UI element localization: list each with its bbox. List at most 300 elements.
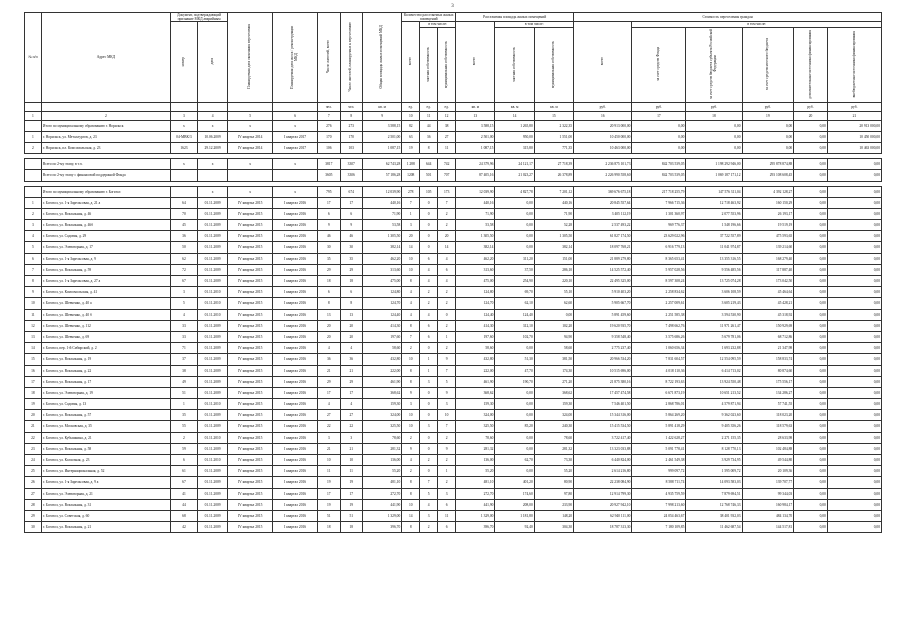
column-number-cell: 3 <box>170 111 197 120</box>
table-cell: IV квартал 2015 <box>228 309 273 320</box>
table-cell: 0,00 <box>827 510 881 521</box>
table-cell: 103 <box>340 142 362 153</box>
table-cell: 1 305,50 <box>362 231 401 242</box>
table-cell: 4 018 110,36 <box>632 365 686 376</box>
table-cell: 01.11.2009 <box>197 276 227 287</box>
table-cell: 78,60 <box>362 432 401 443</box>
table-cell: 7 <box>420 477 438 488</box>
table-cell: 3 606 108,59 <box>686 287 742 298</box>
unit-cell <box>170 102 197 111</box>
table-cell: 2 077 553,96 <box>686 208 742 219</box>
address-cell: г. Богатол, ул. 1-я Зарельсовая, д. 9 <box>41 253 170 264</box>
table-cell: 10 <box>438 410 456 421</box>
table-cell: 8 <box>402 376 420 387</box>
table-cell: 2 868 786,01 <box>632 399 686 410</box>
table-cell: 78,60 <box>534 432 573 443</box>
table-cell: 0,00 <box>742 142 794 153</box>
table-cell: 6 <box>420 331 438 342</box>
table-cell: 5 <box>170 298 197 309</box>
table-cell: 19 <box>340 499 362 510</box>
table-cell: 147 576 311,04 <box>686 186 742 197</box>
table-cell: 17 <box>318 488 340 499</box>
table-cell: 13 <box>318 309 340 320</box>
unit-cell: кв. м <box>456 102 495 111</box>
table-cell: 0,00 <box>495 399 534 410</box>
table-cell: 0,00 <box>794 242 828 253</box>
table-cell: 51,30 <box>495 354 534 365</box>
header-planned-demolish: Планируемая дата сноса / реконструкции МКД <box>273 13 318 103</box>
table-cell: 11 <box>25 309 42 320</box>
column-number-cell: 8 <box>340 111 362 120</box>
table-cell: 22 <box>340 421 362 432</box>
table-cell: 281,32 <box>362 443 401 454</box>
table-cell: 969 776,37 <box>632 220 686 231</box>
table-cell: 0,00 <box>495 231 534 242</box>
table-cell: 0,00 <box>827 399 881 410</box>
table-cell: 14 <box>438 242 456 253</box>
table-cell: 286,10 <box>534 264 573 275</box>
table-cell: 62,10 <box>495 298 534 309</box>
address-cell: г. Богатол, ул. Колхозная, д. 23 <box>41 455 170 466</box>
table-cell: 3307 <box>340 159 362 170</box>
table-cell: 0,00 <box>794 399 828 410</box>
table-cell: 0,00 <box>794 421 828 432</box>
table-cell: 124,40 <box>362 309 401 320</box>
table-cell: 159,30 <box>534 399 573 410</box>
table-cell: 30 <box>318 242 340 253</box>
table-cell: 9 <box>438 354 456 365</box>
table-cell: 8 <box>402 522 420 533</box>
table-row <box>25 253 882 264</box>
table-cell: 5 <box>420 488 438 499</box>
table-cell: I квартал 2016 <box>273 499 318 510</box>
column-number-cell: 20 <box>794 111 828 120</box>
table-row <box>25 466 882 477</box>
table-cell: 0 <box>438 309 456 320</box>
table-cell: 45 428,21 <box>742 298 794 309</box>
table-cell: 01.11.2009 <box>197 510 227 521</box>
table-cell: 3 <box>318 432 340 443</box>
table-cell: 174,60 <box>495 488 534 499</box>
table-cell: 2 <box>438 208 456 219</box>
address-cell: г. Богатол, ул. Комсомольская, д. 41 <box>41 287 170 298</box>
header-cost-nonbudget: внебюджетные источники финансирования <box>827 27 881 102</box>
table-cell: 4 <box>318 343 340 354</box>
table-cell: 0,00 <box>794 432 828 443</box>
table-cell: 24 054 463,67 <box>632 510 686 521</box>
address-cell: г. Богатол, ул. Шевченко, д. 40 а <box>41 298 170 309</box>
column-number-cell: 5 <box>228 111 273 120</box>
table-cell: 2 <box>438 287 456 298</box>
table-cell: 0 <box>420 220 438 231</box>
table-cell: 71 <box>170 343 197 354</box>
table-cell: 27 <box>318 410 340 421</box>
table-cell: 10 <box>340 455 362 466</box>
table-cell: IV квартал 2015 <box>228 455 273 466</box>
unit-cell <box>25 102 42 111</box>
table-row <box>25 197 882 208</box>
table-cell: 158 833,74 <box>742 354 794 365</box>
table-cell: I квартал 2017 <box>273 131 318 142</box>
table-cell: 4 <box>402 455 420 466</box>
table-cell: 0,00 <box>794 488 828 499</box>
table-cell <box>170 186 197 197</box>
table-cell: 3 <box>420 421 438 432</box>
table-cell: 159,30 <box>456 399 495 410</box>
table-cell: 12 039,90 <box>456 186 495 197</box>
table-cell: 325,50 <box>362 421 401 432</box>
table-cell: 59 <box>170 443 197 454</box>
table-cell: 0,00 <box>794 142 828 153</box>
table-cell: 57 186,28 <box>362 170 401 181</box>
table-cell: 61 <box>170 466 197 477</box>
table-cell: 278 <box>402 186 420 197</box>
table-cell: 01.11.2009 <box>197 522 227 533</box>
table-cell: 13 <box>25 331 42 342</box>
table-cell: 20 913 000,00 <box>574 120 632 131</box>
table-row <box>25 320 882 331</box>
table-cell: IV квартал 2015 <box>228 376 273 387</box>
table-cell: 10 <box>402 499 420 510</box>
table-cell: 6 414 713,02 <box>686 365 742 376</box>
table-cell: 85,20 <box>495 421 534 432</box>
table-cell: 440,16 <box>362 197 401 208</box>
table-cell <box>25 120 42 131</box>
table-cell: 0,00 <box>827 231 881 242</box>
table-cell: 0,00 <box>794 298 828 309</box>
table-cell: 0 <box>420 197 438 208</box>
address-cell: г. Богатол, ул. Вокзальная, д. 59 <box>41 264 170 275</box>
address-cell: г. Богатол, ул. Садовая, д. 29 <box>41 231 170 242</box>
table-cell: 0,00 <box>827 309 881 320</box>
table-cell: 7 201,12 <box>534 186 573 197</box>
table-cell: 01.11.2009 <box>197 354 227 365</box>
table-cell: 10 463 000,00 <box>574 142 632 153</box>
table-cell: 12 <box>25 320 42 331</box>
table-cell: 12 039,90 <box>362 186 401 197</box>
table-cell: 0,00 <box>794 309 828 320</box>
unit-cell: ед. <box>438 102 456 111</box>
table-cell: IV квартал 2015 <box>228 399 273 410</box>
table-cell: 6 <box>438 264 456 275</box>
table-cell: IV квартал 2015 <box>228 354 273 365</box>
table-cell: 0 <box>420 242 438 253</box>
table-cell: 0,00 <box>686 142 742 153</box>
table-cell: х <box>197 159 227 170</box>
table-cell: 28 633,98 <box>742 432 794 443</box>
header-rooms-incl: в том числе: <box>420 22 456 27</box>
unit-cell: руб. <box>742 102 794 111</box>
table-cell: 62 743,28 <box>362 159 401 170</box>
table-cell: 0,00 <box>794 331 828 342</box>
table-cell: 0,00 <box>827 455 881 466</box>
table-cell: 62,60 <box>534 298 573 309</box>
table-cell: 5 679 781,06 <box>686 331 742 342</box>
table-cell: 475,00 <box>362 276 401 287</box>
table-cell: 45 464,64 <box>742 287 794 298</box>
table-cell: 461,90 <box>456 376 495 387</box>
table-cell <box>273 170 318 181</box>
table-cell: IV квартал 2015 <box>228 242 273 253</box>
table-cell: х <box>273 159 318 170</box>
table-cell: 04-МВК/3 <box>170 131 197 142</box>
table-cell: 11 <box>438 510 456 521</box>
table-cell: IV квартал 2015 <box>228 499 273 510</box>
table-cell: 13 323 033,88 <box>574 443 632 454</box>
table-cell: 17 <box>340 387 362 398</box>
table-cell: 481,10 <box>362 477 401 488</box>
table-cell: 45 318,92 <box>742 309 794 320</box>
table-cell: х <box>170 159 197 170</box>
table-cell: 30 <box>340 242 362 253</box>
table-cell: 0,00 <box>827 376 881 387</box>
table-cell: 1 <box>420 354 438 365</box>
table-cell <box>25 170 42 181</box>
table-cell: 414,30 <box>456 320 495 331</box>
table-cell: 78,60 <box>456 432 495 443</box>
table-cell: 45 <box>170 220 197 231</box>
table-row <box>25 399 882 410</box>
table-cell: IV квартал 2015 <box>228 208 273 219</box>
table-cell: 4 935 759,59 <box>632 488 686 499</box>
column-number-cell: 13 <box>456 111 495 120</box>
table-cell: 272,70 <box>456 488 495 499</box>
table-cell: 0,00 <box>794 354 828 365</box>
summary-row <box>25 120 882 131</box>
table-cell: 0,00 <box>827 522 881 533</box>
table-cell: 240,30 <box>534 421 573 432</box>
table-cell: 20 913 000,00 <box>827 120 881 131</box>
table-cell: 0 <box>420 443 438 454</box>
table-cell: 11 462 687,54 <box>686 522 742 533</box>
table-cell: 68 <box>170 510 197 521</box>
table-cell: IV квартал 2015 <box>228 387 273 398</box>
table-cell: 2 <box>25 208 42 219</box>
table-cell: 3 <box>402 399 420 410</box>
table-cell: 21 875 380,16 <box>574 376 632 387</box>
table-cell: 1 198 292 946,00 <box>686 159 742 170</box>
table-cell: 313,60 <box>362 264 401 275</box>
table-cell: 01.11.2009 <box>197 242 227 253</box>
table-cell: 3 575 686,26 <box>632 331 686 342</box>
table-cell: 3 <box>402 220 420 231</box>
table-cell: 13 355 316,55 <box>686 253 742 264</box>
table-cell: 20 <box>340 320 362 331</box>
table-cell: 13 <box>340 309 362 320</box>
table-cell: 01.11.2009 <box>197 421 227 432</box>
table-cell: 9 <box>438 443 456 454</box>
table-cell: 160 984,17 <box>742 499 794 510</box>
table-cell: 2 <box>438 343 456 354</box>
table-cell: 3 <box>438 488 456 499</box>
table-cell: 159,30 <box>362 399 401 410</box>
table-cell: 27 <box>25 488 42 499</box>
address-cell: г. Богатол, ул. Элеваторная, д. 21 <box>41 488 170 499</box>
table-cell: 462,20 <box>362 253 401 264</box>
table-cell: 273 <box>340 120 362 131</box>
column-number-cell: 10 <box>402 111 420 120</box>
table-cell: 2 251 585,38 <box>632 309 686 320</box>
table-cell: 55,20 <box>456 466 495 477</box>
table-cell: 10 <box>318 455 340 466</box>
table-cell: 15 <box>25 354 42 365</box>
table-cell: 168 279,40 <box>742 253 794 264</box>
table-cell: 1 329,00 <box>456 510 495 521</box>
table-cell: 49 <box>170 376 197 387</box>
table-cell: 102 484,88 <box>742 443 794 454</box>
table-cell: 71,90 <box>362 208 401 219</box>
table-cell: 7 180 109,85 <box>632 522 686 533</box>
table-cell: 1 305,50 <box>456 231 495 242</box>
table-cell: 13 924 550,48 <box>686 376 742 387</box>
table-cell: 1 265,80 <box>495 120 534 131</box>
table-cell: 8 128 770,13 <box>686 443 742 454</box>
table-cell: 14 093 583,03 <box>686 477 742 488</box>
table-cell: 10 515 696,00 <box>574 365 632 376</box>
table-cell: I квартал 2016 <box>273 264 318 275</box>
table-cell: 0,00 <box>794 276 828 287</box>
table-cell: 401,20 <box>495 477 534 488</box>
table-cell: 7 <box>438 421 456 432</box>
table-cell: 5 864 269,20 <box>632 410 686 421</box>
table-cell: 7 <box>402 331 420 342</box>
table-cell: 124,70 <box>362 298 401 309</box>
table-cell: 01.11.2009 <box>197 331 227 342</box>
table-cell: 295 878 874,88 <box>742 159 794 170</box>
table-cell: 57 741,55 <box>742 399 794 410</box>
table-cell: 311,20 <box>495 253 534 264</box>
header-rooms-private: частная собственность <box>420 27 438 102</box>
table-cell: 29 <box>340 264 362 275</box>
table-cell: 4 <box>170 309 197 320</box>
unit-cell: руб. <box>794 102 828 111</box>
table-cell <box>25 159 42 170</box>
table-cell: 27 718,39 <box>534 159 573 170</box>
table-cell: 368,62 <box>534 387 573 398</box>
header-cost-extra: дополнительные источники финансирования <box>794 27 828 102</box>
table-cell: 20 845 557,64 <box>574 197 632 208</box>
table-cell: 62,70 <box>495 455 534 466</box>
table-cell: 9 358 548,40 <box>574 331 632 342</box>
table-cell: 7 <box>438 365 456 376</box>
table-cell: 0,00 <box>827 220 881 231</box>
summary-row <box>25 159 882 170</box>
table-cell: 950,00 <box>495 131 534 142</box>
table-cell: I квартал 2016 <box>273 231 318 242</box>
table-cell: 18 <box>340 276 362 287</box>
table-cell: I квартал 2016 <box>273 208 318 219</box>
table-cell: 0,00 <box>827 287 881 298</box>
table-cell: 01.11.2009 <box>197 231 227 242</box>
column-numbers-row <box>25 111 882 120</box>
table-cell: 8 597 308,24 <box>632 276 686 287</box>
column-number-cell: 17 <box>632 111 686 120</box>
table-cell: 124,80 <box>456 287 495 298</box>
column-number-cell: 6 <box>273 111 318 120</box>
table-cell: 37 <box>170 354 197 365</box>
table-cell: 1 087,15 <box>362 142 401 153</box>
table-cell: 69,70 <box>495 287 534 298</box>
table-cell: 0,00 <box>794 186 828 197</box>
table-cell: 58,60 <box>534 343 573 354</box>
table-cell: 38 401 932,03 <box>686 510 742 521</box>
table-cell: 10 651 213,52 <box>686 387 742 398</box>
table-cell: 01.11.2009 <box>197 466 227 477</box>
table-cell: 1 <box>420 365 438 376</box>
table-cell: I квартал 2016 <box>273 343 318 354</box>
table-cell: 19 <box>318 477 340 488</box>
table-cell: 17 <box>25 376 42 387</box>
table-row <box>25 410 882 421</box>
table-cell: 0,00 <box>794 159 828 170</box>
table-row <box>25 131 882 142</box>
table-cell: 80 874,60 <box>742 365 794 376</box>
address-cell: г. Богатол, ул. Садовая, д. 13 <box>41 399 170 410</box>
table-cell: 6 440 824,00 <box>574 455 632 466</box>
table-cell: 118 023,20 <box>742 410 794 421</box>
table-cell: 11 <box>340 466 362 477</box>
address-cell: г. Богатол, ул. Вокзальная, д. 31 <box>41 499 170 510</box>
table-row <box>25 264 882 275</box>
table-cell: 35 <box>318 253 340 264</box>
table-cell: 0,00 <box>686 120 742 131</box>
table-cell: 0,00 <box>794 208 828 219</box>
table-cell: 19 <box>318 499 340 510</box>
table-cell: 44 <box>420 120 438 131</box>
unit-cell: руб. <box>632 102 686 111</box>
table-cell: 36 <box>340 354 362 365</box>
table-cell: I квартал 2016 <box>273 410 318 421</box>
table-cell: 0,00 <box>827 298 881 309</box>
table-cell: 1 288 <box>402 159 420 170</box>
unit-cell <box>228 102 273 111</box>
table-cell: 2 226 990 558,60 <box>574 170 632 181</box>
table-cell: 139 214,60 <box>742 242 794 253</box>
table-cell: 97,80 <box>534 488 573 499</box>
table-cell: 1 693 232,88 <box>686 343 742 354</box>
table-cell: 14 <box>402 510 420 521</box>
table-cell: 7 <box>402 197 420 208</box>
table-cell: 10 <box>402 354 420 365</box>
table-cell: 24 379,96 <box>456 159 495 170</box>
table-cell: 0,00 <box>827 443 881 454</box>
table-cell: I квартал 2016 <box>273 220 318 231</box>
column-number-cell: 19 <box>742 111 794 120</box>
unit-cell: чел. <box>340 102 362 111</box>
table-cell: 21 <box>340 365 362 376</box>
table-cell: 46 <box>340 231 362 242</box>
table-cell: 20 109,36 <box>742 466 794 477</box>
table-cell: 1 595 009,72 <box>686 466 742 477</box>
table-cell: 0,00 <box>495 410 534 421</box>
unit-cell: кв. м <box>495 102 534 111</box>
table-cell: 1208 <box>402 170 420 181</box>
address-cell: г. Богатол, ул. Вокзальная, д. 46б <box>41 220 170 231</box>
table-cell: 281,32 <box>456 443 495 454</box>
table-cell: 771,35 <box>534 142 573 153</box>
unit-cell: ед. <box>420 102 438 111</box>
address-cell: г. Богатол, ул. Вокзальная, д. 46 <box>41 208 170 219</box>
table-cell: 9 <box>340 220 362 231</box>
header-residents-planned: Число жителей, планируемых к переселению <box>340 13 362 103</box>
address-cell: г. Богатол, ул. 1-я Зарельсовая, д. 21 а <box>41 197 170 208</box>
table-row <box>25 231 882 242</box>
table-cell: 18 <box>340 522 362 533</box>
table-cell: 0,00 <box>827 410 881 421</box>
table-cell: 0,00 <box>495 466 534 477</box>
table-cell: I квартал 2016 <box>273 522 318 533</box>
table-cell: 0,00 <box>827 170 881 181</box>
